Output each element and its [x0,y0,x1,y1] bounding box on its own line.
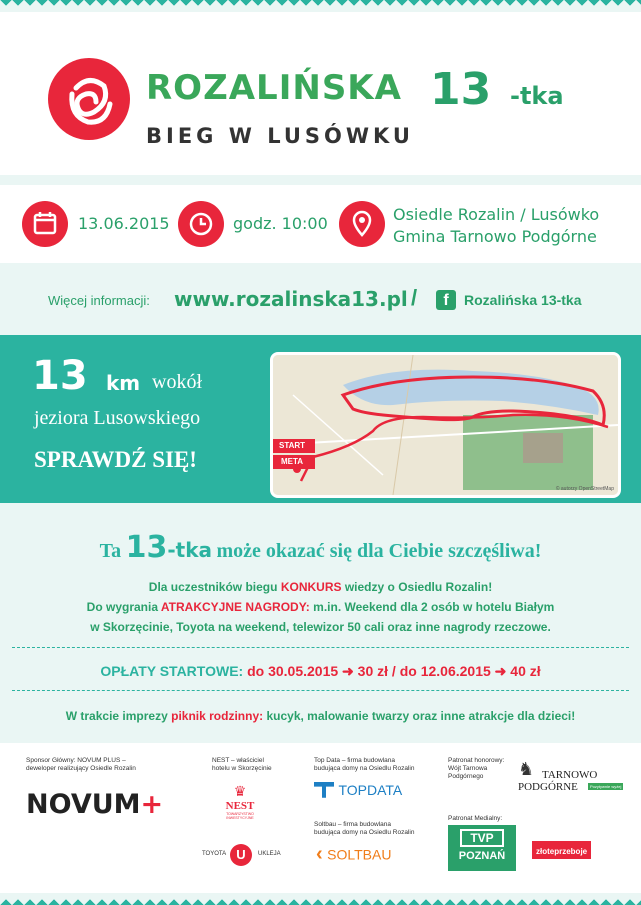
start-fees [0,663,641,680]
contest-line3: w Skorzęcinie, Toyota na weekend, telewizor 50 cali oraz inne nagrody rzeczowe. [90,620,551,634]
fee2-price: 40 zł [510,663,541,679]
clock-icon [178,201,224,247]
soltbau-logo [316,843,391,866]
headline-number: 13 [125,530,168,565]
tarnowo-text-1: TARNOWO [542,769,598,781]
route-lake: jeziora Lusowskiego [34,407,201,429]
event-place-line1: Osiedle Rozalin / Lusówko [393,205,600,224]
topdata-logo-text: TOPDATA [338,781,403,798]
map-start-label: START [279,441,306,450]
tarnowo-text-2: PODGÓRNE [518,781,578,793]
honor-caption [448,757,504,781]
crown-icon: ♛ [233,783,247,799]
top-zigzag-border [0,0,641,12]
rose-logo [48,58,130,140]
line1-konkurs: KONKURS [280,580,342,594]
arrow-right-icon: ➜ [494,663,507,679]
nest-caption-1: NEST – właściciel [212,757,264,764]
bottom-zigzag-border [0,893,641,905]
tvp-text: TVP [460,829,504,847]
nest-caption [212,757,272,773]
event-info-band [0,185,641,263]
event-title-number: 13 [430,64,492,115]
main-caption-1: Sponsor Główny: NOVUM PLUS – [26,757,126,764]
fee1-price: 30 zł [357,663,389,679]
honor-caption-3: Podgórnego [448,773,484,780]
event-time: godz. 10:00 [233,214,328,233]
headline-post: może okazać się dla Ciebie szczęśliwa! [216,540,542,562]
novum-logo-text: NOVUM [26,789,141,820]
header [0,12,641,175]
arrow-right-icon: ➜ [342,663,354,679]
honor-caption-2: Wójt Tarnowa [448,765,488,772]
topdata-logo [314,781,402,799]
soltbau-icon: ‹ [316,843,323,865]
topdata-caption-1: Top Data – firma budowlana [314,757,395,764]
route-distance-unit: km [106,371,141,395]
picnic-a: W trakcie imprezy [65,709,168,723]
tarnowo-crest-icon: ♞ [518,759,535,779]
fee2-date: do 12.06.2015 [399,663,491,679]
topdata-caption-2: budująca domy na Osiedlu Rozalin [314,765,415,772]
route-line1-suffix: wokół [152,371,202,393]
toyota-caption: TOYOTA [202,851,227,857]
more-info-label: Więcej informacji: [48,293,150,308]
event-title: ROZALIŃSKA [146,68,402,108]
picnic-c: kucyk, malowanie twarzy oraz inne atrakcje dla dzieci! [266,709,576,723]
contest-headline [0,530,641,565]
nest-caption-2: hotelu w Skorzęcinie [212,765,272,772]
line1-a: Dla uczestników biegu [148,580,278,594]
nest-logo-text: NEST [225,800,255,812]
soltbau-logo-text: SOLTBAU [327,846,392,863]
main-sponsor-caption [26,757,136,773]
line1-c: wiedzy o Osiedlu Rozalin! [344,580,493,594]
sponsors-section [0,743,641,893]
facebook-icon[interactable]: f [436,290,456,310]
fee1-date: do 30.05.2015 [247,663,339,679]
more-info-row [0,285,641,315]
event-title-suffix: -tka [510,82,564,110]
tarnowo-tag: Pozytywnie wyżej [590,784,622,789]
ukleja-caption: UKLEJA [258,851,281,857]
nest-logo [220,783,260,820]
soltbau-caption-1: Soltbau – firma budowlana [314,821,391,828]
zlote-przeboje-logo [532,841,591,859]
picnic-line [0,709,641,723]
tvp-poznan-logo [448,825,516,871]
route-cta: SPRAWDŹ SIĘ! [34,447,197,472]
topdata-icon [314,782,334,798]
route-map-graphic [273,355,618,495]
nest-logo-sub: TOWARZYSTWO INWESTYCYJNE [226,812,254,820]
route-distance-number: 13 [32,353,88,399]
picnic-b: piknik rodzinny: [171,709,264,723]
headline-suffix: -tka [167,538,212,562]
line2-prizes: ATRAKCYJNE NAGRODY: [160,600,310,614]
facebook-page-link[interactable]: Rozalińska 13-tka [464,292,582,308]
headline-pre: Ta [99,540,122,562]
novum-logo: NOVUM+ [26,789,164,820]
line2-c: m.in. Weekend dla 2 osób w hotelu Białym [313,600,555,614]
main-caption-2: deweloper realizujący Osiedle Rozalin [26,765,136,772]
event-subtitle: BIEG W LUSÓWKU [146,124,414,148]
calendar-icon [22,201,68,247]
website-link[interactable]: www.rozalinska13.pl [174,287,408,311]
divider-2 [12,690,629,691]
event-date: 13.06.2015 [78,214,170,233]
fees-label: OPŁATY STARTOWE: [100,663,244,679]
honor-caption-1: Patronat honorowy: [448,757,505,764]
rose-icon [48,58,130,140]
soltbau-caption [314,821,414,837]
ukleja-logo-icon: U [230,844,252,866]
contest-line2 [0,600,641,614]
map-credit: © autorzy OpenStreetMap [555,486,614,492]
poznan-text: POZNAŃ [458,850,506,862]
soltbau-caption-2: budująca domy na Osiedlu Rozalin [314,829,415,836]
event-place-line2: Gmina Tarnowo Podgórne [393,227,597,246]
map-meta-label: META [281,457,304,466]
line2-a: Do wygrania [86,600,159,614]
topdata-caption [314,757,414,773]
zlote-text: złoteprzeboje [536,847,588,856]
media-caption: Patronat Medialny: [448,815,503,822]
fee-separator: / [391,663,396,679]
location-pin-icon [339,201,385,247]
route-map[interactable] [270,352,621,498]
contest-line1 [0,580,641,594]
separator-slash: / [411,285,418,310]
divider-1 [12,647,629,648]
